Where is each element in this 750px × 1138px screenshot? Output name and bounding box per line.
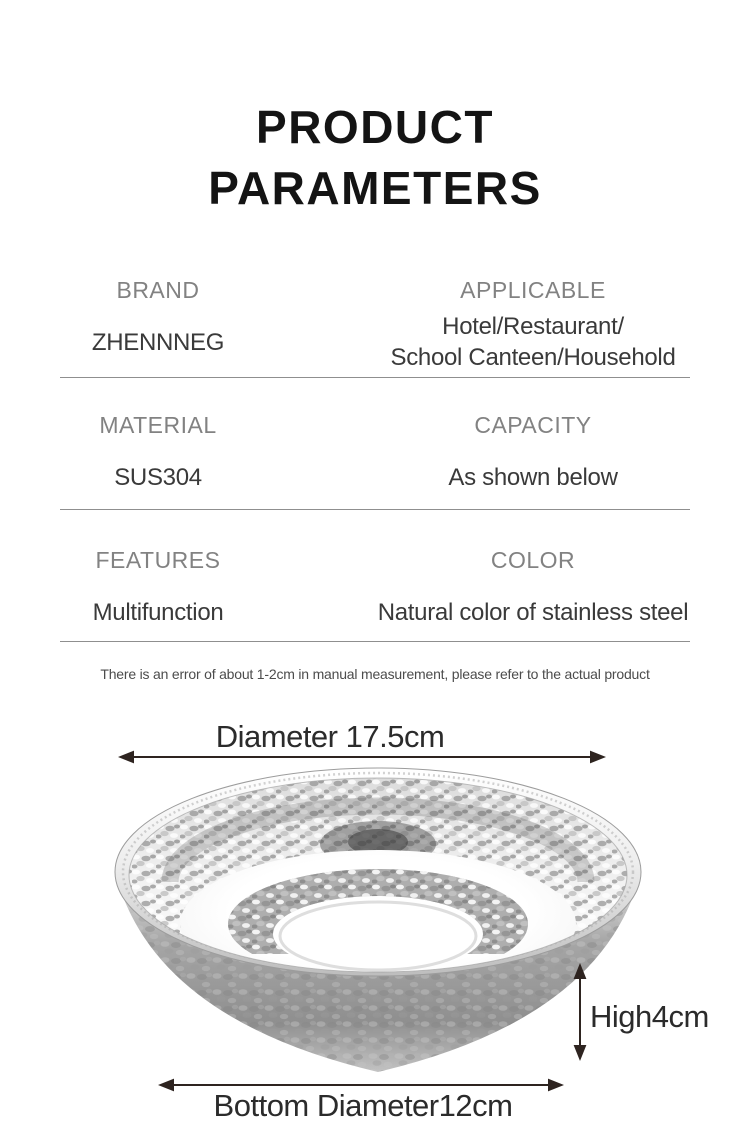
color-label: COLOR (490, 547, 576, 573)
features-value: Multifunction (92, 599, 224, 626)
applicable-label: APPLICABLE (460, 277, 606, 303)
page-title-line2: PARAMETERS (208, 162, 542, 214)
divider-3 (60, 641, 690, 642)
color-value: Natural color of stainless steel (377, 599, 689, 626)
height-arrow (571, 963, 589, 1061)
divider-1 (60, 377, 690, 378)
divider-2 (60, 509, 690, 510)
material-label: MATERIAL (99, 412, 217, 438)
page-title-line1: PRODUCT (256, 101, 494, 153)
material-value: SUS304 (114, 464, 202, 491)
applicable-value (316, 311, 750, 373)
features-label: FEATURES (95, 547, 221, 573)
capacity-value: As shown below (448, 464, 618, 491)
product-image-basin (108, 764, 648, 1080)
page-title (0, 97, 750, 219)
applicable-value-line2: School Canteen/Household (390, 344, 676, 371)
measurement-disclaimer: There is an error of about 1-2cm in manual measurement, please refer to the actual product (100, 666, 650, 682)
height-dimension-text: High4cm (590, 999, 709, 1034)
applicable-value-line1: Hotel/Restaurant/ (442, 313, 624, 340)
capacity-label: CAPACITY (474, 412, 592, 438)
bottom-diameter-dimension-text: Bottom Diameter12cm (213, 1088, 513, 1123)
brand-value: ZHENNNEG (91, 329, 225, 356)
diameter-dimension-text: Diameter 17.5cm (215, 719, 445, 754)
brand-label: BRAND (116, 277, 200, 303)
